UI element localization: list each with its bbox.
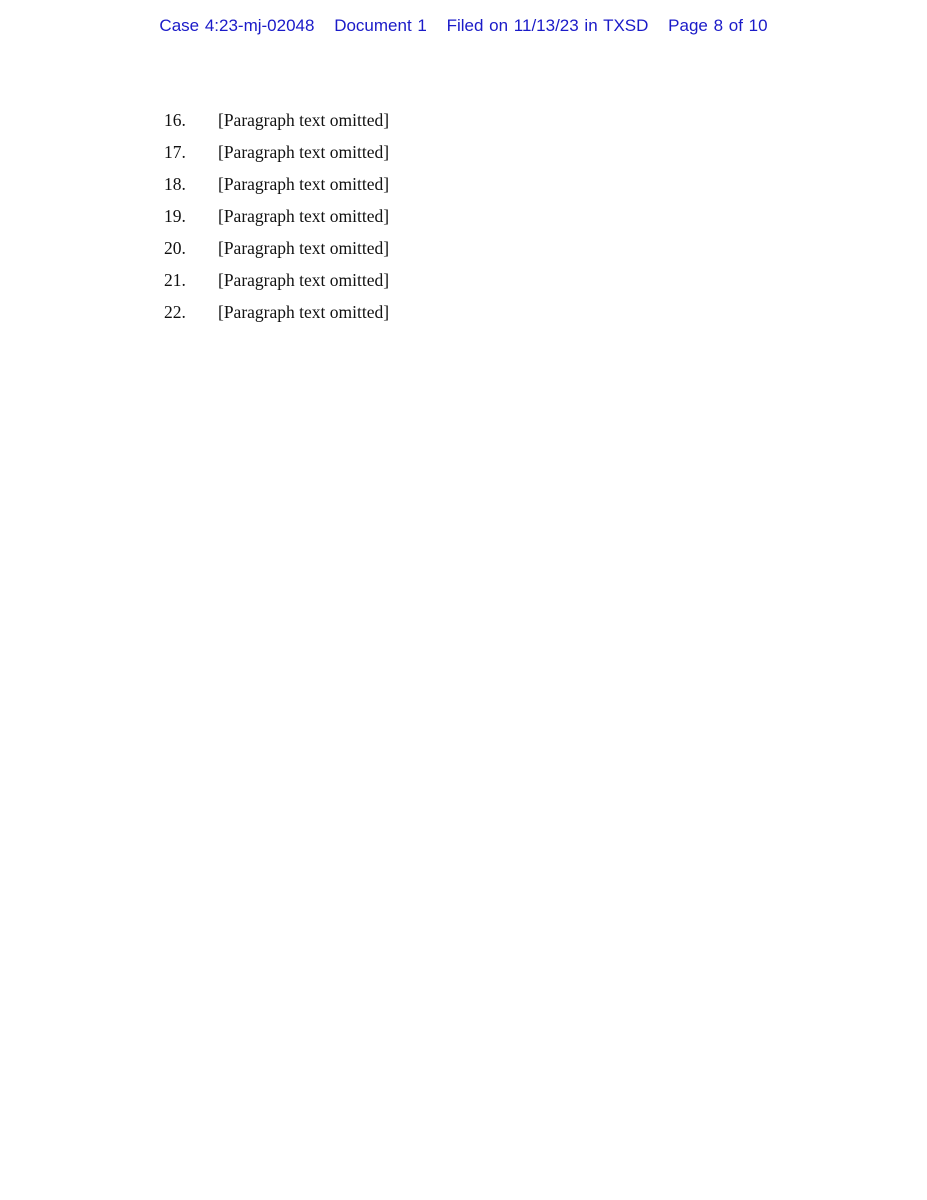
paragraph <box>137 296 817 328</box>
paragraph-number: 22. <box>164 302 186 322</box>
document-body <box>137 104 817 328</box>
paragraph-number: 18. <box>164 174 186 194</box>
paragraph-number: 19. <box>164 206 186 226</box>
page-number: Page 8 of 10 <box>668 16 768 35</box>
paragraph-text: [Paragraph text omitted] <box>218 206 390 226</box>
paragraph <box>137 136 817 168</box>
document-number: Document 1 <box>334 16 427 35</box>
paragraph-number: 20. <box>164 238 186 258</box>
paragraph-number: 17. <box>164 142 186 162</box>
paragraph-text: [Paragraph text omitted] <box>218 302 390 322</box>
court-filing-header <box>0 16 927 36</box>
paragraph-text: [Paragraph text omitted] <box>218 142 390 162</box>
paragraph <box>137 200 817 232</box>
paragraph-text: [Paragraph text omitted] <box>218 238 390 258</box>
paragraph-text: [Paragraph text omitted] <box>218 110 390 130</box>
paragraph-number: 21. <box>164 270 186 290</box>
paragraph-number: 16. <box>164 110 186 130</box>
paragraph-text: [Paragraph text omitted] <box>218 270 390 290</box>
paragraph <box>137 168 817 200</box>
paragraph <box>137 104 817 136</box>
paragraph-text: [Paragraph text omitted] <box>218 174 390 194</box>
paragraph <box>137 264 817 296</box>
paragraph <box>137 232 817 264</box>
filing-date: Filed on 11/13/23 in TXSD <box>446 16 649 35</box>
case-number: Case 4:23-mj-02048 <box>159 16 315 35</box>
